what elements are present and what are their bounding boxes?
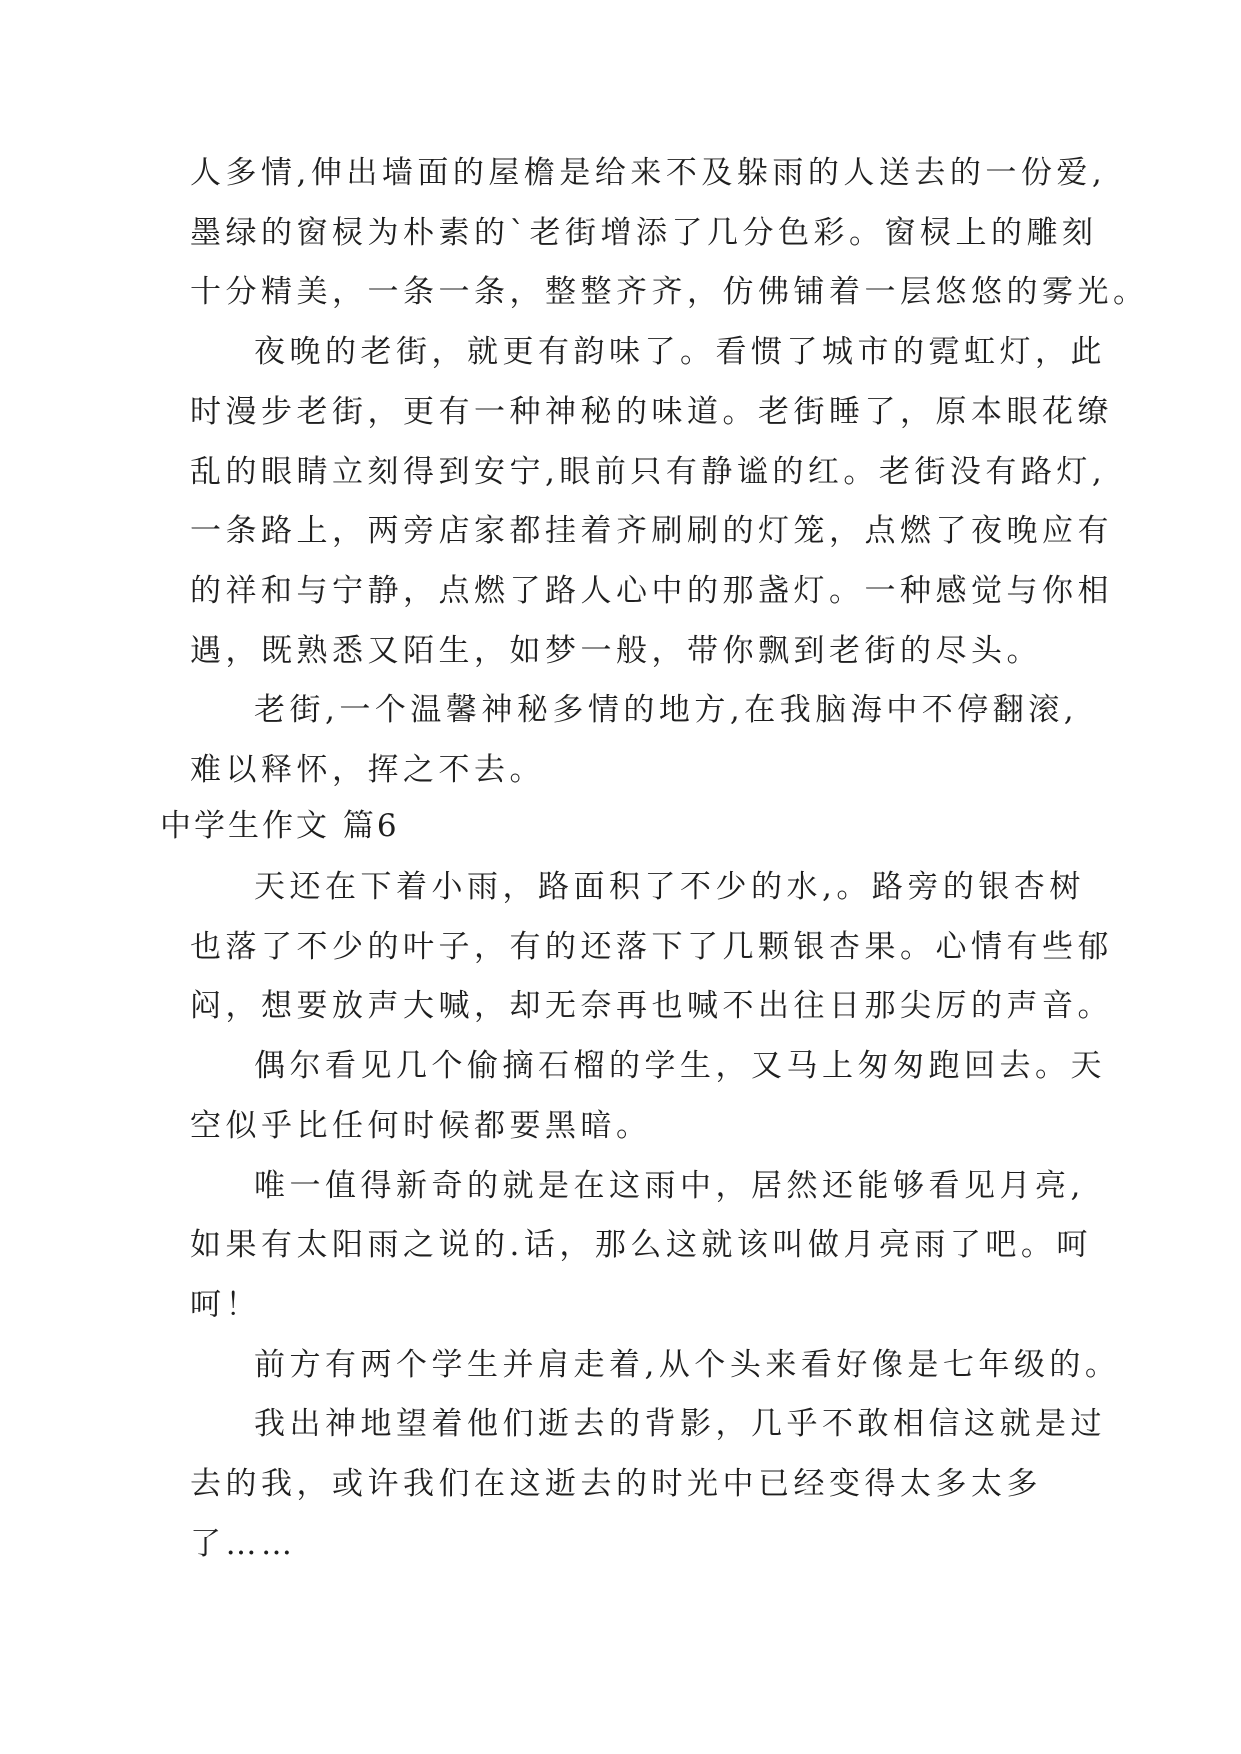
text-line: 墨绿的窗棂为朴素的`老街增添了几分色彩。窗棂上的雕刻 — [190, 215, 1098, 251]
paragraph-first-line: 我出神地望着他们逝去的背影，几乎不敢相信这就是过 — [254, 1406, 1106, 1442]
text-line: 十分精美，一条一条，整整齐齐，仿佛铺着一层悠悠的雾光。 — [190, 274, 1149, 310]
text-line: 时漫步老街，更有一种神秘的味道。老街睡了，原本眼花缭 — [190, 394, 1113, 430]
text-line: 遇，既熟悉又陌生，如梦一般，带你飘到老街的尽头。 — [190, 633, 1042, 669]
text-line: 乱的眼睛立刻得到安宁,眼前只有静谧的红。老街没有路灯, — [190, 454, 1107, 490]
text-line: 呵！ — [190, 1287, 261, 1323]
paragraph-first-line: 老街,一个温馨神秘多情的地方,在我脑海中不停翻滚, — [254, 692, 1079, 728]
paragraph-first-line: 唯一值得新奇的就是在这雨中，居然还能够看见月亮, — [254, 1168, 1085, 1204]
text-line: 的祥和与宁静，点燃了路人心中的那盏灯。一种感觉与你相 — [190, 573, 1113, 609]
text-line: 去的我，或许我们在这逝去的时光中已经变得太多太多 — [190, 1466, 1042, 1502]
text-line: 如果有太阳雨之说的.话，那么这就该叫做月亮雨了吧。呵 — [190, 1227, 1092, 1263]
text-line: 也落了不少的叶子，有的还落下了几颗银杏果。心情有些郁 — [190, 929, 1113, 965]
text-line: 人多情,伸出墙面的屋檐是给来不及躲雨的人送去的一份爱, — [190, 155, 1107, 191]
paragraph-first-line: 前方有两个学生并肩走着,从个头来看好像是七年级的。 — [254, 1347, 1121, 1383]
paragraph-first-line: 天还在下着小雨，路面积了不少的水,。路旁的银杏树 — [254, 869, 1085, 905]
paragraph-first-line: 夜晚的老街，就更有韵味了。看惯了城市的霓虹灯，此 — [254, 334, 1106, 370]
text-line: 闷，想要放声大喊，却无奈再也喊不出往日那尖厉的声音。 — [190, 988, 1113, 1024]
text-line: 一条路上，两旁店家都挂着齐刷刷的灯笼，点燃了夜晚应有 — [190, 513, 1113, 549]
section-heading: 中学生作文 篇6 — [160, 808, 400, 844]
paragraph-first-line: 偶尔看见几个偷摘石榴的学生，又马上匆匆跑回去。天 — [254, 1048, 1106, 1084]
text-line: 难以释怀，挥之不去。 — [190, 752, 545, 788]
text-line: 空似乎比任何时候都要黑暗。 — [190, 1108, 652, 1144]
text-line: 了…… — [190, 1526, 297, 1562]
